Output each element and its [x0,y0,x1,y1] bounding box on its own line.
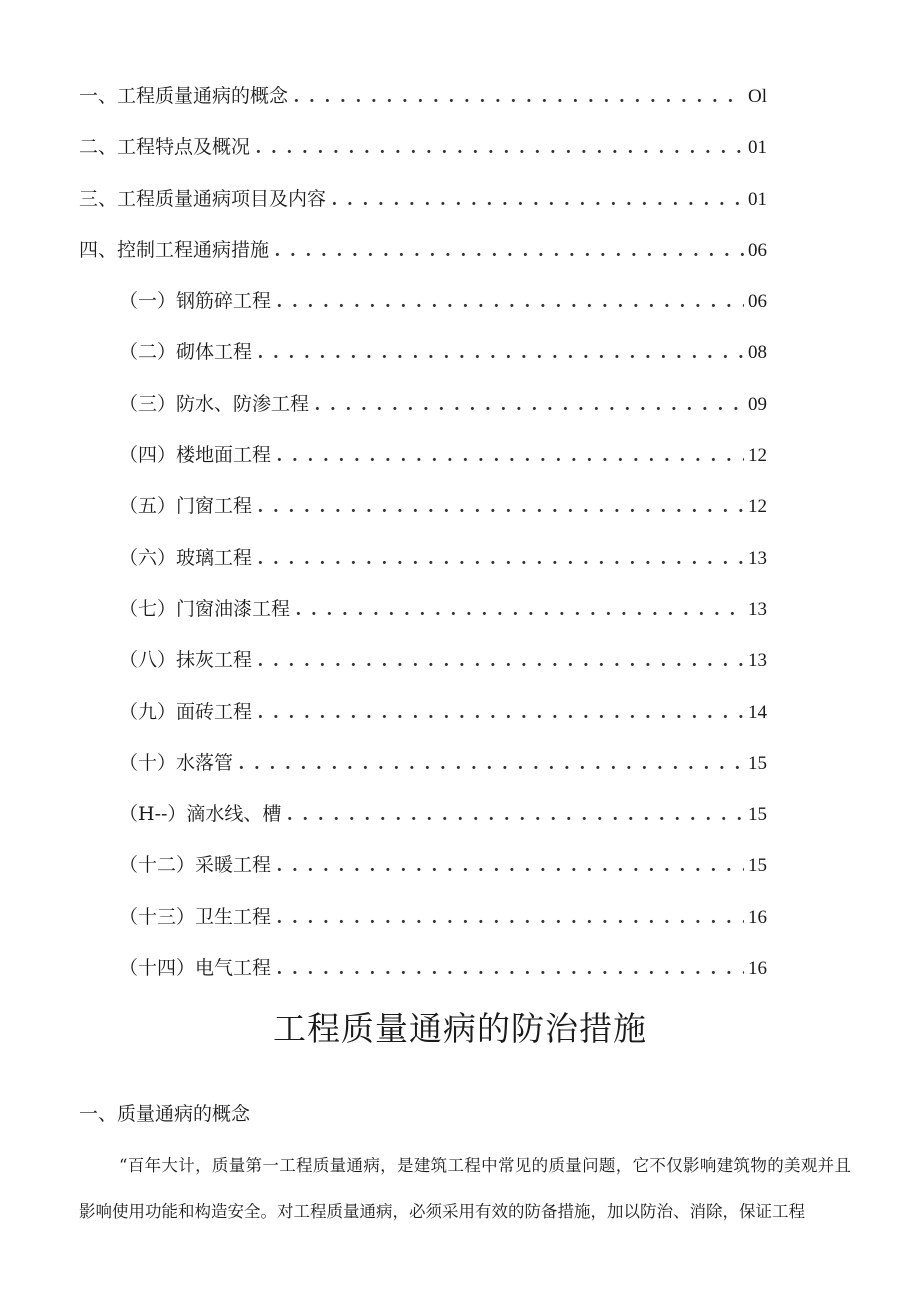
toc-entry-label: （五）门窗工程 [119,495,253,518]
toc-entry-label: 四、控制工程通病措施 [79,238,270,261]
toc-entry-label: （六）玻璃工程 [119,546,253,569]
toc-entry[interactable] [79,129,767,180]
toc-entry-page: 06 [748,291,767,313]
toc-entry-label: （十二）采暖工程 [119,854,272,877]
toc-leader-dots [277,951,744,987]
toc-entry-page: 13 [748,650,767,672]
toc-subentry[interactable] [79,899,767,950]
toc-leader-dots [277,848,744,884]
toc-entry-label: （十四）电气工程 [119,957,272,980]
section-heading: 一、质量通病的概念 [79,1103,251,1125]
toc-leader-dots [258,489,744,525]
toc-subentry[interactable] [79,540,767,591]
toc-subentry[interactable] [79,642,767,693]
toc-leader-dots [332,182,744,218]
toc-leader-dots [275,233,744,269]
toc-entry-label: 二、工程特点及概况 [79,136,251,159]
toc-entry[interactable] [79,78,767,129]
toc-subentry[interactable] [79,950,767,1001]
toc-leader-dots [315,387,744,423]
toc-entry-page: 16 [748,906,767,928]
toc-leader-dots [256,130,744,166]
toc-entry-label: （一）钢筋碎工程 [119,290,272,313]
toc-entry-page: 14 [748,701,767,723]
toc-entry-label: （七）门窗油漆工程 [119,597,291,620]
toc-entry-page: 01 [748,188,767,210]
toc-entry-page: 13 [748,598,767,620]
toc-entry[interactable] [79,181,767,232]
toc-entry-label: （九）面砖工程 [119,700,253,723]
toc-subentry[interactable] [79,796,767,847]
toc-leader-dots [258,643,744,679]
toc-leader-dots [296,592,744,628]
toc-entry-page: 12 [748,496,767,518]
toc-entry-label: （十三）卫生工程 [119,905,272,928]
toc-leader-dots [294,79,744,115]
toc-leader-dots [287,797,744,833]
toc-entry-page: 08 [748,342,767,364]
toc-leader-dots [277,284,744,320]
toc-subentry[interactable] [79,591,767,642]
body-paragraph: “百年大计，质量第一工程质量通病，是建筑工程中常见的质量问题，它不仅影响建筑物的美观并且影响使用功能和构造安全。对工程质量通病，必须采用有效的防备措施，加以防治、消除，保证工程 [79,1156,851,1221]
toc-subentry[interactable] [79,694,767,745]
toc-entry-page: 15 [748,804,767,826]
toc-entry[interactable] [79,232,767,283]
toc-entry-label: （三）防水、防渗工程 [119,392,310,415]
toc-entry-page: 15 [748,855,767,877]
toc-subentry[interactable] [79,847,767,898]
toc-entry-label: （十）水落管 [119,751,234,774]
toc-entry-page: 01 [748,137,767,159]
toc-leader-dots [277,900,744,936]
toc-entry-label: （八）抹灰工程 [119,649,253,672]
toc-leader-dots [277,438,744,474]
toc-entry-page: 12 [748,445,767,467]
toc-leader-dots [258,335,744,371]
document-title: 工程质量通病的防治措施 [273,1009,647,1048]
table-of-contents [79,78,767,1001]
toc-subentry[interactable] [79,745,767,796]
toc-subentry[interactable] [79,437,767,488]
toc-subentry[interactable] [79,334,767,385]
toc-leader-dots [258,541,744,577]
toc-entry-label: （二）砌体工程 [119,341,253,364]
toc-entry-label: （四）楼地面工程 [119,444,272,467]
toc-entry-label: 一、工程质量通病的概念 [79,85,289,107]
toc-subentry[interactable] [79,283,767,334]
toc-entry-page: 06 [748,239,767,261]
toc-entry-page: 13 [748,547,767,569]
toc-entry-page: 16 [748,958,767,980]
toc-entry-label: 三、工程质量通病项目及内容 [79,187,327,210]
toc-leader-dots [239,746,744,782]
toc-subentry[interactable] [79,386,767,437]
toc-subentry[interactable] [79,488,767,539]
toc-entry-page: 15 [748,752,767,774]
toc-leader-dots [258,695,744,731]
toc-entry-page: 09 [748,393,767,415]
toc-entry-label: （H--）滴水线、槽 [119,803,282,826]
toc-entry-page: Ol [748,86,767,107]
